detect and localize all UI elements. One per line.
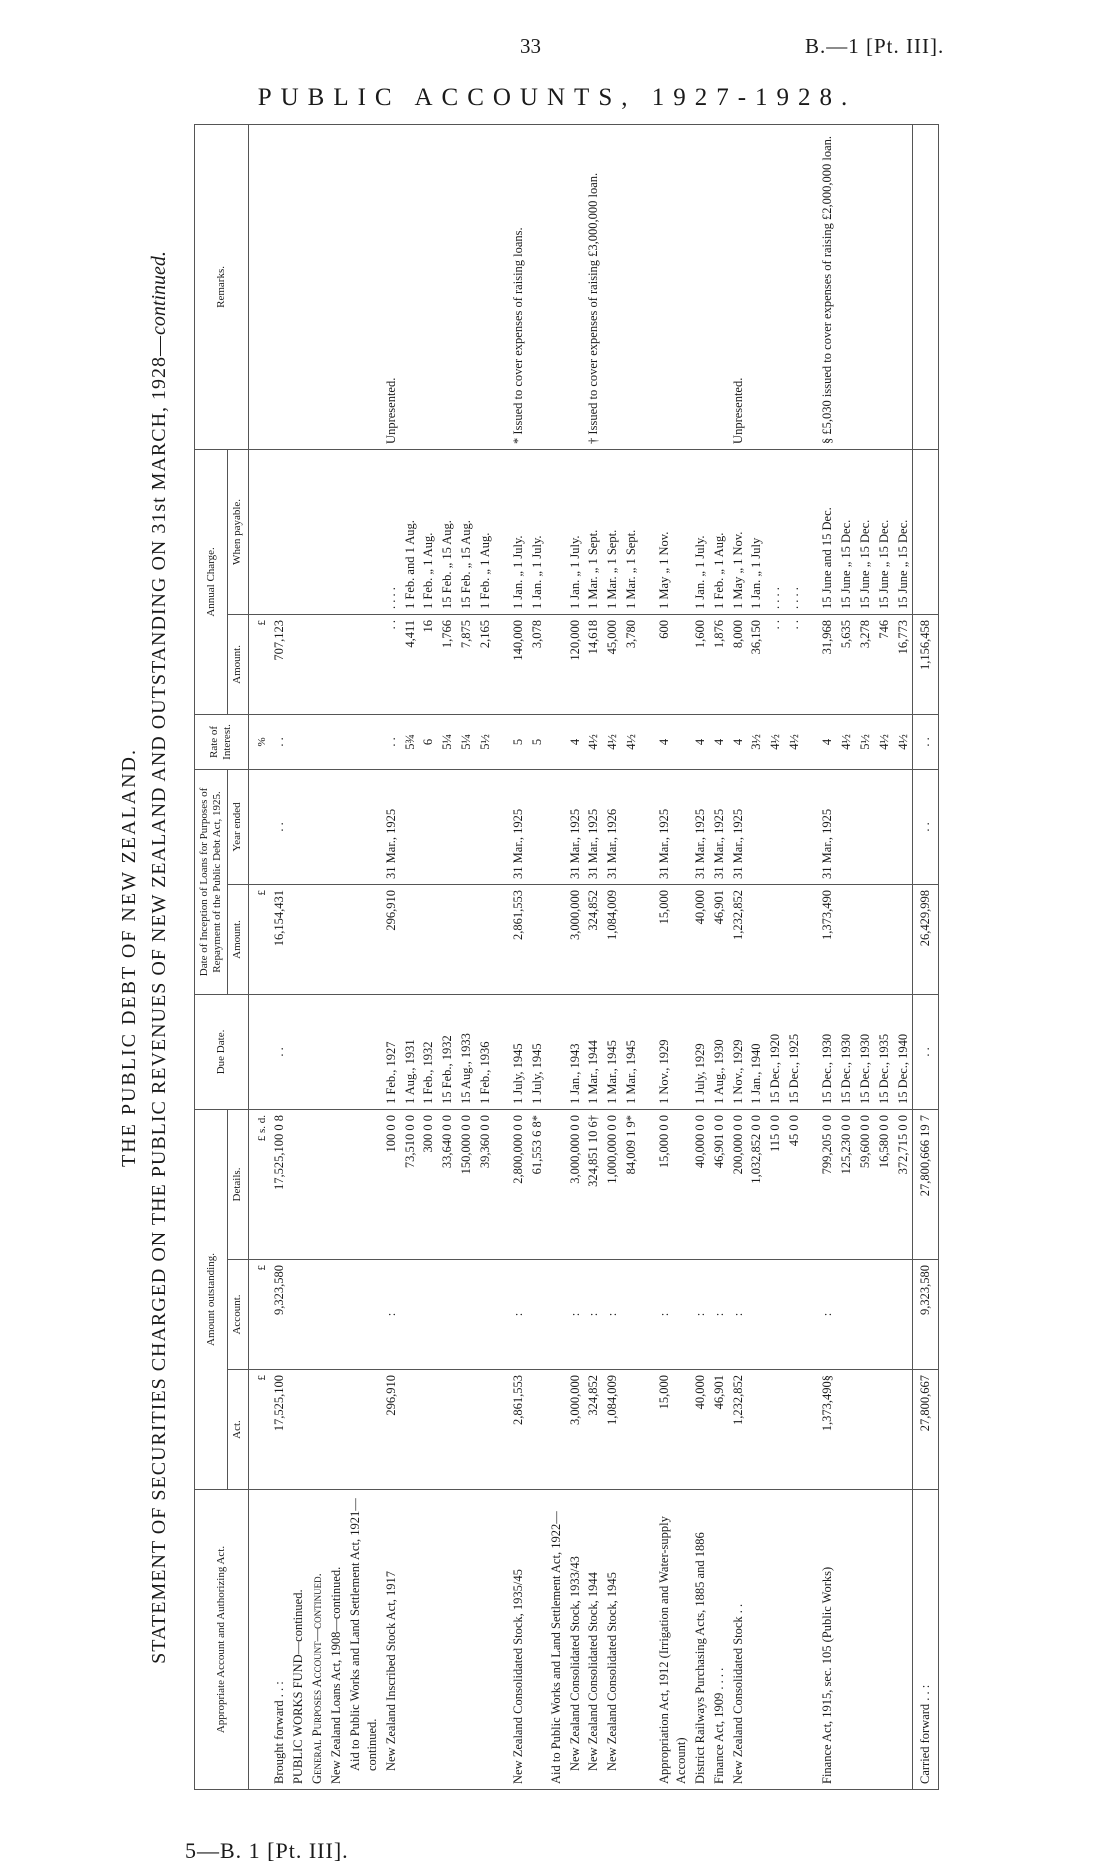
district-railways-details: 40,000 0 0 <box>691 1109 710 1259</box>
table-row <box>584 124 603 1789</box>
finance-act-1915-details: 16,580 0 0 <box>875 1109 894 1259</box>
district-railways-inc-amount: 40,000 <box>691 884 710 994</box>
finance-act-1915-label: Finance Act, 1915, sec. 105 (Public Works) <box>818 1490 837 1790</box>
nz-inscribed-stock-details: 39,360 0 0 <box>476 1109 495 1259</box>
finance-act-1915-ac-amount: 16,773 <box>894 614 913 714</box>
appropriation-1912-payable: 1 May „ 1 Nov. <box>655 449 691 614</box>
nz-inscribed-stock-ac-amount: 2,165 <box>476 614 495 714</box>
nz-inscribed-stock-details: 300 0 0 <box>419 1109 438 1259</box>
nzcs-1935-45-inc-amount: 2,861,553 <box>509 884 528 994</box>
nz-inscribed-stock-due: 1 Feb., 1927 <box>382 994 401 1109</box>
nz-inscribed-stock-rate: . . <box>382 714 401 769</box>
appropriation-1912-ac-amount: 600 <box>655 614 691 714</box>
finance-act-1915-remark: § £5,030 issued to cover expenses of raising £2,000,000 loan. <box>818 124 913 449</box>
nz-inscribed-stock-ac-amount: 7,875 <box>457 614 476 714</box>
nzcs-1933-43-rate: 4 <box>566 714 585 769</box>
nz-inscribed-stock-details: 73,510 0 0 <box>401 1109 420 1259</box>
nzcs-1935-45-rate: 5 <box>509 714 528 769</box>
finance-act-1915-payable: 15 June and 15 Dec. <box>818 449 837 614</box>
nzcs-1935-45-details: 2,800,000 0 0 <box>509 1109 528 1259</box>
heading-row <box>308 124 327 1789</box>
nzcs-plain-label: New Zealand Consolidated Stock . . <box>729 1490 748 1790</box>
finance-act-1915-details: 799,205 0 0 <box>818 1109 837 1259</box>
carried-forward-label: Carried forward . . : <box>913 1490 939 1790</box>
carried-forward-due: . . <box>913 994 939 1109</box>
table-row <box>710 124 729 1789</box>
units-row <box>248 124 270 1789</box>
nzcs-plain-due: 15 Dec., 1920 <box>766 994 785 1109</box>
nzcs-1935-45-payable: 1 Jan. „ 1 July. <box>528 449 547 614</box>
nzcs-1944-remark: † Issued to cover expenses of raising £3,000,000 loan. <box>584 124 603 449</box>
brought-forward-account: 9,323,580 <box>270 1260 289 1370</box>
table-row <box>382 124 401 1789</box>
finance-act-1909-account: : <box>710 1260 729 1370</box>
appropriation-1912-due: 1 Nov., 1929 <box>655 994 691 1109</box>
nzcs-1945-due: 1 Mar., 1945 <box>603 994 622 1109</box>
brought-forward-act: 17,525,100 <box>270 1370 289 1490</box>
unit-rate: % <box>248 714 270 769</box>
nz-inscribed-stock-details: 150,000 0 0 <box>457 1109 476 1259</box>
nzcs-plain-ac-amount: 8,000 <box>729 614 748 714</box>
general-purposes-heading: General Purposes Account—continued. <box>308 1490 327 1790</box>
finance-act-1909-act: 46,901 <box>710 1370 729 1490</box>
nzcs-1945-payable: 1 Mar. „ 1 Sept. <box>622 449 641 614</box>
district-railways-payable: 1 Jan. „ 1 July. <box>691 449 710 614</box>
nz-inscribed-stock-rate: 5¾ <box>401 714 420 769</box>
nz-inscribed-stock-payable: . . . . <box>382 449 401 614</box>
brought-forward-row <box>270 124 289 1789</box>
table-row <box>622 124 641 1789</box>
nz-inscribed-stock-payable: 1 Feb. „ 1 Aug. <box>419 449 438 614</box>
securities-table <box>194 124 939 1790</box>
finance-act-1915-act: 1,373,490§ <box>818 1370 837 1490</box>
nzcs-plain-details: 1,032,852 0 0 <box>747 1109 766 1259</box>
carried-forward-rate: . . <box>913 714 939 769</box>
carried-forward-act: 27,800,667 <box>913 1370 939 1490</box>
finance-act-1915-payable: 15 June „ 15 Dec. <box>875 449 894 614</box>
nz-inscribed-stock-ac-amount: 1,766 <box>438 614 457 714</box>
nz-inscribed-stock-ac-amount: 16 <box>419 614 438 714</box>
nzcs-1933-43-ac-amount: 120,000 <box>566 614 585 714</box>
carried-forward-account: 9,323,580 <box>913 1260 939 1370</box>
finance-act-1909-details: 46,901 0 0 <box>710 1109 729 1259</box>
nzcs-1945-account: : <box>603 1260 622 1370</box>
nzcs-1935-45-act: 2,861,553 <box>509 1370 528 1490</box>
finance-act-1915-details: 372,715 0 0 <box>894 1109 913 1259</box>
table-row <box>603 124 622 1789</box>
public-works-fund-heading: PUBLIC WORKS FUND—continued. <box>289 1490 308 1790</box>
nzcs-1945-inc-amount: 1,084,009 <box>603 884 622 994</box>
nzcs-1933-43-due: 1 Jan., 1943 <box>566 994 585 1109</box>
nzcs-1945-details: 1,000,000 0 0 <box>603 1109 622 1259</box>
district-railways-ac-amount: 1,600 <box>691 614 710 714</box>
nzcs-plain-ac-amount: . . <box>785 614 804 714</box>
nzcs-plain-details: 115 0 0 <box>766 1109 785 1259</box>
nz-inscribed-stock-act: 296,910 <box>382 1370 401 1490</box>
nz-inscribed-stock-rate: 6 <box>419 714 438 769</box>
nz-inscribed-stock-due: 15 Feb., 1932 <box>438 994 457 1109</box>
finance-act-1915-rate: 4½ <box>875 714 894 769</box>
nzcs-1933-43-act: 3,000,000 <box>566 1370 585 1490</box>
col-inc-year-header: Year ended <box>228 769 248 884</box>
unit-details: £ s. d. <box>248 1109 270 1259</box>
nzcs-plain-inc-amount: 1,232,852 <box>729 884 748 994</box>
rotated-debt-table <box>118 125 978 1790</box>
district-railways-label: District Railways Purchasing Acts, 1885 and 1886 <box>691 1490 710 1790</box>
appropriation-1912-inc-amount: 15,000 <box>655 884 691 994</box>
spacer-row <box>495 124 509 1789</box>
district-railways-due: 1 July, 1929 <box>691 994 710 1109</box>
carried-forward-details: 27,800,666 19 7 <box>913 1109 939 1259</box>
nz-inscribed-stock-payable: 1 Feb. and 1 Aug. <box>401 449 420 614</box>
nzcs-1945-due: 1 Mar., 1945 <box>622 994 641 1109</box>
spacer-row <box>641 124 655 1789</box>
carried-forward-row <box>913 124 939 1789</box>
brought-forward-due: . . <box>270 994 289 1109</box>
nzcs-plain-due: 1 Jan., 1940 <box>747 994 766 1109</box>
finance-act-1915-due: 15 Dec., 1930 <box>856 994 875 1109</box>
nzcs-1933-43-account: : <box>566 1260 585 1370</box>
finance-act-1915-payable: 15 June „ 15 Dec. <box>856 449 875 614</box>
nzcs-plain-details: 200,000 0 0 <box>729 1109 748 1259</box>
finance-act-1915-inc-year: 31 Mar., 1925 <box>818 769 837 884</box>
nzcs-1945-ac-amount: 3,780 <box>622 614 641 714</box>
finance-act-1915-ac-amount: 31,968 <box>818 614 837 714</box>
nzcs-plain-payable: 1 May „ 1 Nov. <box>729 449 748 614</box>
col-rate-header: Rate of Interest. <box>195 714 249 769</box>
nz-inscribed-stock-payable: 15 Feb. „ 15 Aug. <box>438 449 457 614</box>
nzcs-1935-45-remark: * Issued to cover expenses of raising loans. <box>509 124 547 449</box>
nz-loans-act-heading: New Zealand Loans Act, 1908—continued. <box>327 1490 346 1790</box>
nzcs-1935-45-details: 61,553 6 8* <box>528 1109 547 1259</box>
nz-inscribed-stock-due: 1 Aug., 1931 <box>401 994 420 1109</box>
finance-act-1909-due: 1 Aug., 1930 <box>710 994 729 1109</box>
nzcs-1935-45-ac-amount: 140,000 <box>509 614 528 714</box>
nz-inscribed-stock-due: 1 Feb., 1932 <box>419 994 438 1109</box>
aid-public-works-1921-heading: Aid to Public Works and Land Settlement Act, 1921—continued. <box>346 1490 382 1790</box>
appropriation-1912-rate: 4 <box>655 714 691 769</box>
finance-act-1909-rate: 4 <box>710 714 729 769</box>
finance-act-1915-payable: 15 June „ 15 Dec. <box>837 449 856 614</box>
brought-forward-label: Brought forward . . : <box>270 1490 289 1790</box>
district-railways-inc-year: 31 Mar., 1925 <box>691 769 710 884</box>
brought-forward-inc-year: . . <box>270 769 289 884</box>
col-ac-amount-header: Amount. <box>228 614 248 714</box>
unit-inc-amount: £ <box>248 884 270 994</box>
nzcs-1944-ac-amount: 14,618 <box>584 614 603 714</box>
nzcs-1944-label: New Zealand Consolidated Stock, 1944 <box>584 1490 603 1790</box>
nzcs-1944-due: 1 Mar., 1944 <box>584 994 603 1109</box>
appropriation-1912-details: 15,000 0 0 <box>655 1109 691 1259</box>
col-act-header: Appropriate Account and Authorizing Act. <box>195 1490 249 1790</box>
col-ac-payable-header: When payable. <box>228 449 248 614</box>
nz-inscribed-stock-ac-amount: 4,411 <box>401 614 420 714</box>
nz-inscribed-stock-inc-year: 31 Mar., 1925 <box>382 769 401 884</box>
col-due-date-header: Due Date. <box>195 994 249 1109</box>
nz-inscribed-stock-payable: 1 Feb. „ 1 Aug. <box>476 449 495 614</box>
nzcs-1945-details: 84,009 1 9* <box>622 1109 641 1259</box>
table-row <box>729 124 748 1789</box>
brought-forward-ac-amount: 707,123 <box>270 614 289 714</box>
appropriation-1912-label: Appropriation Act, 1912 (Irrigation and Water-supply Account) <box>655 1490 691 1790</box>
finance-act-1915-details: 125,230 0 0 <box>837 1109 856 1259</box>
nzcs-1944-inc-year: 31 Mar., 1925 <box>584 769 603 884</box>
col-amt-account-header: Account. <box>228 1260 248 1370</box>
finance-act-1915-rate: 5½ <box>856 714 875 769</box>
nzcs-plain-ac-amount: . . <box>766 614 785 714</box>
table-row <box>509 124 528 1789</box>
col-annual-charge-header: Annual Charge. <box>195 449 228 714</box>
nz-inscribed-stock-details: 100 0 0 <box>382 1109 401 1259</box>
nzcs-1935-45-label: New Zealand Consolidated Stock, 1935/45 <box>509 1490 528 1790</box>
nzcs-plain-rate: 4½ <box>785 714 804 769</box>
nzcs-plain-payable: . . . . <box>766 449 785 614</box>
unit-act: £ <box>248 1370 270 1490</box>
nzcs-plain-due: 15 Dec., 1925 <box>785 994 804 1109</box>
nzcs-1944-inc-amount: 324,852 <box>584 884 603 994</box>
brought-forward-details: 17,525,100 0 8 <box>270 1109 289 1259</box>
nzcs-1935-45-inc-year: 31 Mar., 1925 <box>509 769 528 884</box>
finance-act-1909-inc-year: 31 Mar., 1925 <box>710 769 729 884</box>
nzcs-1935-45-ac-amount: 3,078 <box>528 614 547 714</box>
district-railways-rate: 4 <box>691 714 710 769</box>
nz-inscribed-stock-due: 15 Aug., 1933 <box>457 994 476 1109</box>
brought-forward-rate: . . <box>270 714 289 769</box>
finance-act-1909-inc-amount: 46,901 <box>710 884 729 994</box>
nz-inscribed-stock-rate: 5½ <box>476 714 495 769</box>
nzcs-1933-43-inc-year: 31 Mar., 1925 <box>566 769 585 884</box>
nzcs-plain-rate: 4½ <box>766 714 785 769</box>
heading-row <box>346 124 382 1789</box>
finance-act-1909-payable: 1 Feb. „ 1 Aug. <box>710 449 729 614</box>
nzcs-plain-payable: 1 Jan. „ 1 July <box>747 449 766 614</box>
col-remarks-header: Remarks. <box>195 124 249 449</box>
footer-reference: 5—B. 1 [Pt. III]. <box>185 1838 349 1863</box>
finance-act-1915-due: 15 Dec., 1935 <box>875 994 894 1109</box>
finance-act-1915-ac-amount: 5,635 <box>837 614 856 714</box>
col-amt-details-header: Details. <box>228 1109 248 1259</box>
nz-inscribed-stock-ac-amount: . . <box>382 614 401 714</box>
nz-inscribed-stock-details: 33,640 0 0 <box>438 1109 457 1259</box>
nzcs-plain-details: 45 0 0 <box>785 1109 804 1259</box>
nzcs-1945-label: New Zealand Consolidated Stock, 1945 <box>603 1490 622 1790</box>
nz-inscribed-stock-rate: 5¼ <box>438 714 457 769</box>
nzcs-1944-account: : <box>584 1260 603 1370</box>
heading-row <box>547 124 566 1789</box>
appropriation-1912-act: 15,000 <box>655 1370 691 1490</box>
table-title: THE PUBLIC DEBT OF NEW ZEALAND. <box>118 747 140 1168</box>
nz-inscribed-stock-rate: 5¼ <box>457 714 476 769</box>
nzcs-plain-inc-year: 31 Mar., 1925 <box>729 769 748 884</box>
brought-forward-inc-amount: 16,154,431 <box>270 884 289 994</box>
heading-row <box>289 124 308 1789</box>
nzcs-1935-45-due: 1 July, 1945 <box>528 994 547 1109</box>
finance-act-1915-details: 59,600 0 0 <box>856 1109 875 1259</box>
nzcs-1935-45-rate: 5 <box>528 714 547 769</box>
nzcs-1935-45-account: : <box>509 1260 528 1370</box>
nzcs-plain-payable: . . . . <box>785 449 804 614</box>
finance-act-1915-due: 15 Dec., 1930 <box>837 994 856 1109</box>
table-row <box>566 124 585 1789</box>
finance-act-1915-rate: 4 <box>818 714 837 769</box>
finance-act-1915-rate: 4½ <box>894 714 913 769</box>
nz-inscribed-stock-inc-amount: 296,910 <box>382 884 401 994</box>
nzcs-plain-rate: 3½ <box>747 714 766 769</box>
finance-act-1915-inc-amount: 1,373,490 <box>818 884 837 994</box>
nz-inscribed-stock-due: 1 Feb., 1936 <box>476 994 495 1109</box>
page-reference: B.—1 [Pt. III]. <box>805 34 945 58</box>
aid-public-works-1922-heading: Aid to Public Works and Land Settlement Act, 1922— <box>547 1490 566 1790</box>
nzcs-1945-payable: 1 Mar. „ 1 Sept. <box>603 449 622 614</box>
col-amt-act-header: Act. <box>228 1370 248 1490</box>
nzcs-1944-rate: 4½ <box>584 714 603 769</box>
appropriation-1912-inc-year: 31 Mar., 1925 <box>655 769 691 884</box>
district-railways-account: : <box>691 1260 710 1370</box>
finance-act-1915-ac-amount: 3,278 <box>856 614 875 714</box>
table-row <box>818 124 837 1789</box>
nzcs-1933-43-inc-amount: 3,000,000 <box>566 884 585 994</box>
col-inc-amount-header: Amount. <box>228 884 248 994</box>
nzcs-1945-inc-year: 31 Mar., 1926 <box>603 769 622 884</box>
nz-inscribed-stock-remark: Unpresented. <box>382 124 495 449</box>
nzcs-plain-remark: Unpresented. <box>729 124 805 449</box>
page-number: 33 <box>520 34 541 58</box>
nzcs-1945-act: 1,084,009 <box>603 1370 622 1490</box>
table-row <box>655 124 691 1789</box>
nzcs-plain-account: : <box>729 1260 748 1370</box>
nzcs-1935-45-payable: 1 Jan. „ 1 July. <box>509 449 528 614</box>
nz-inscribed-stock-label: New Zealand Inscribed Stock Act, 1917 <box>382 1490 401 1790</box>
nzcs-1944-payable: 1 Mar. „ 1 Sept. <box>584 449 603 614</box>
appropriation-1912-account: : <box>655 1260 691 1370</box>
nz-inscribed-stock-account: : <box>382 1260 401 1370</box>
finance-act-1915-due: 15 Dec., 1930 <box>818 994 837 1109</box>
unit-account: £ <box>248 1260 270 1370</box>
nzcs-1933-43-payable: 1 Jan. „ 1 July. <box>566 449 585 614</box>
nzcs-1935-45-due: 1 July, 1945 <box>509 994 528 1109</box>
unit-ac-amount: £ <box>248 614 270 714</box>
finance-act-1915-due: 15 Dec., 1940 <box>894 994 913 1109</box>
spacer-row <box>804 124 818 1789</box>
carried-forward-inc-year: . . <box>913 769 939 884</box>
col-inception-header: Date of Inception of Loans for Purposes of Repayment of the Public Debt Act, 1925. <box>195 769 228 994</box>
finance-act-1915-ac-amount: 746 <box>875 614 894 714</box>
nzcs-1945-ac-amount: 45,000 <box>603 614 622 714</box>
district-railways-act: 40,000 <box>691 1370 710 1490</box>
table-row <box>691 124 710 1789</box>
carried-forward-inc-amount: 26,429,998 <box>913 884 939 994</box>
nzcs-1945-rate: 4½ <box>622 714 641 769</box>
nzcs-plain-rate: 4 <box>729 714 748 769</box>
nzcs-plain-due: 1 Nov., 1929 <box>729 994 748 1109</box>
table-subtitle: STATEMENT OF SECURITIES CHARGED ON THE PUBLIC REVENUES OF NEW ZEALAND AND OUTSTANDING ON 31st MARCH, 1928—continued. <box>148 251 170 1664</box>
finance-act-1909-label: Finance Act, 1909 . . . . <box>710 1490 729 1790</box>
finance-act-1915-account: : <box>818 1260 837 1370</box>
nzcs-plain-ac-amount: 36,150 <box>747 614 766 714</box>
heading-row <box>327 124 346 1789</box>
running-head: PUBLIC ACCOUNTS, 1927-1928. <box>257 84 857 111</box>
carried-forward-ac-amount: 1,156,458 <box>913 614 939 714</box>
nzcs-1944-act: 324,852 <box>584 1370 603 1490</box>
finance-act-1915-payable: 15 June „ 15 Dec. <box>894 449 913 614</box>
finance-act-1915-rate: 4½ <box>837 714 856 769</box>
finance-act-1909-ac-amount: 1,876 <box>710 614 729 714</box>
nzcs-1933-43-label: New Zealand Consolidated Stock, 1933/43 <box>566 1490 585 1790</box>
nz-inscribed-stock-payable: 15 Feb. „ 15 Aug. <box>457 449 476 614</box>
nzcs-plain-act: 1,232,852 <box>729 1370 748 1490</box>
nzcs-1933-43-details: 3,000,000 0 0 <box>566 1109 585 1259</box>
nzcs-1944-details: 324,851 10 6† <box>584 1109 603 1259</box>
col-amount-outstanding-header: Amount outstanding. <box>195 1109 228 1489</box>
nzcs-1945-rate: 4½ <box>603 714 622 769</box>
